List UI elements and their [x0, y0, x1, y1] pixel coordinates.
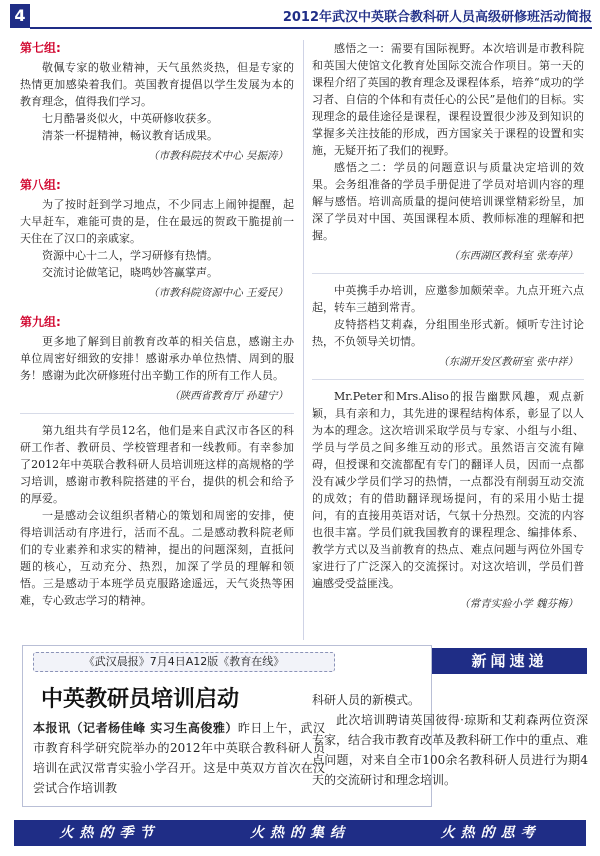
news-headline: 中英教研员培训启动 [41, 687, 240, 712]
section-rule [20, 413, 294, 414]
poem-para: 中英携手办培训，应邀参加颇荣幸。九点开班六点起，转车三趟到常青。 [312, 284, 584, 314]
group8-para: 为了按时赶到学习地点，不少同志上闹钟提醒，起大早赶车，难能可贵的是，住在最远的贺政干脆提前一天住在了汉口的亲戚家。 [20, 198, 294, 245]
group8-signature: （市教科院资源中心 王爱民） [148, 287, 288, 299]
news-para: 此次培训聘请英国彼得·琼斯和艾莉森两位资深专家，结合我市教育改革及教科研工作中的重点、难点问题，对来自全市100余名教科研人员进行为期4天的交流研讨和理念培训。 [312, 713, 589, 787]
news-express-banner: 新闻速递 [432, 648, 587, 674]
block1-signature: （东西湖区教科室 张寿萍） [448, 250, 578, 262]
group7-signature: （市教科院技术中心 吴振涛） [148, 150, 288, 162]
report-para: Mr.Peter和Mrs.Aliso的报告幽默风趣，观点新颖，具有亲和力，其先进的课程结构体系，彰显了以人为本的理念。这次培训采取学员与专家、小组与小组、学员与学员之间多维互动的形式。虽然语言交流有障碍，但授课和交流都配有专门的翻译人员，因而一点都没有减少学员们学习的热情，一点都没有削弱互动交流的成效；有的借助翻译现场提问，有的采用小贴士提问，有的直接用英语对话，气氛十分热烈。交流的内容也很丰富。学员们就我国教育的课程理念、编排体系、教学方式以及当前教育的热点、难点问题与两位外国专家进行了广泛深入的交流探讨。对这次培训，学员们普遍感受受益匪浅。 [312, 390, 584, 590]
footer-banner [14, 820, 586, 846]
footer-phrase: 火热的思考 [440, 825, 541, 841]
header-rule [30, 27, 592, 29]
right-column [312, 40, 584, 613]
group8-section [20, 177, 294, 302]
group7-para: 敬佩专家的敬业精神，天气虽然炎热，但是专家的热情更加感染着我们。英国教育提倡以学生发展为本的教育理念，值得我们学习。 [20, 61, 294, 108]
group9-para: 更多地了解到目前教育改革的相关信息，感谢主办单位周密好细致的安排！感谢承办单位热情、周到的服务！感谢为此次研修班付出辛勤工作的所有工作人员。 [20, 335, 294, 382]
left-column [20, 40, 294, 609]
group7-section [20, 40, 294, 165]
footer-phrase: 火热的季节 [59, 825, 160, 841]
news-body-right [312, 690, 588, 790]
group9-signature: （陕西省教育厅 孙建宁） [169, 390, 288, 402]
news-lead: 本报讯（记者杨佳峰 实习生高俊雅） [33, 721, 238, 735]
newsletter-title: 2012年武汉中英联合教科研人员高级研修班活动简报 [282, 10, 592, 25]
footer-phrase: 火热的集结 [249, 825, 350, 841]
group7-title: 第七组: [20, 41, 61, 55]
group7-poem-line: 清茶一杯提精神，畅议教育话成果。 [42, 129, 218, 142]
reflection-para: 感悟之二：学员的问题意识与质量决定培训的效果。会务组准备的学员手册促进了学员对培训内容的理解与感悟。培训高质量的提问使培训课堂精彩纷呈，加深了学员对中国、英国课程本质、教师标准的理解和把握。 [312, 161, 584, 242]
group8-title: 第八组: [20, 178, 61, 192]
group9-title: 第九组: [20, 315, 61, 329]
column-divider [303, 40, 304, 640]
news-body-text: 昨日上午，武汉市教育科学研究院举办的2012年中英联合教科研人员培训在武汉常青实验小学召开。这是中英双方首次在汉尝试合作培训教 [33, 721, 325, 795]
group9-section [20, 314, 294, 405]
group7-poem-line: 七月酷暑炎似火，中英研修收获多。 [42, 112, 218, 125]
group8-poem-line: 交流讨论做笔记，晓鸣妙答赢掌声。 [42, 266, 218, 279]
news-source: 《武汉晨报》7月4日A12版《教育在线》 [33, 652, 335, 672]
block3-signature: （常青实验小学 魏芬梅） [459, 598, 578, 610]
group8-poem-line: 资源中心十二人，学习研修有热情。 [42, 249, 218, 262]
section-rule [312, 273, 584, 274]
page-header [10, 4, 592, 30]
page-number: 4 [10, 4, 30, 28]
summary-para: 第九组共有学员12名，他们是来自武汉市各区的科研工作者、教研员、学校管理者和一线教师。有幸参加了2012年中英联合教科研人员培训班这样的高规格的学习培训，感谢市教科院搭建的平台，提供的机会和给予的厚爱。 [20, 424, 294, 505]
reflection-para: 感悟之一：需要有国际视野。本次培训是市教科院和英国大使馆文化教育处国际交流合作项目。第一天的课程介绍了英国的教育理念及课程体系，培养“成功的学习者、自信的个体和有责任心的公民”是他们的目标。实现理念的最佳途径是课程，课程设置很少涉及到知识的掌握多关注技能的形成，西方国家关于课程的设置和实施，无疑开拓了我们的视野。 [312, 42, 584, 157]
news-body-left [33, 718, 325, 798]
summary-para: 一是感动会议组织者精心的策划和周密的安排，使得培训活动有序进行，活而不乱。二是感动教科院老师们的专业素养和求实的精神，提出的问题深刻，直抵问题的核心，互动充分、热烈，加深了学员的理解和领悟。三是感动于本班学员克服路途遥远，天气炎热等困难，专心致志学习的精神。 [20, 509, 294, 607]
poem-para: 皮特搭档艾莉森，分组围坐形式新。倾听专注讨论热，不负领导关切情。 [312, 318, 584, 348]
section-rule [312, 379, 584, 380]
news-continuation: 科研人员的新模式。 [312, 693, 421, 707]
block2-signature: （东湖开发区教研室 张中祥） [438, 356, 578, 368]
